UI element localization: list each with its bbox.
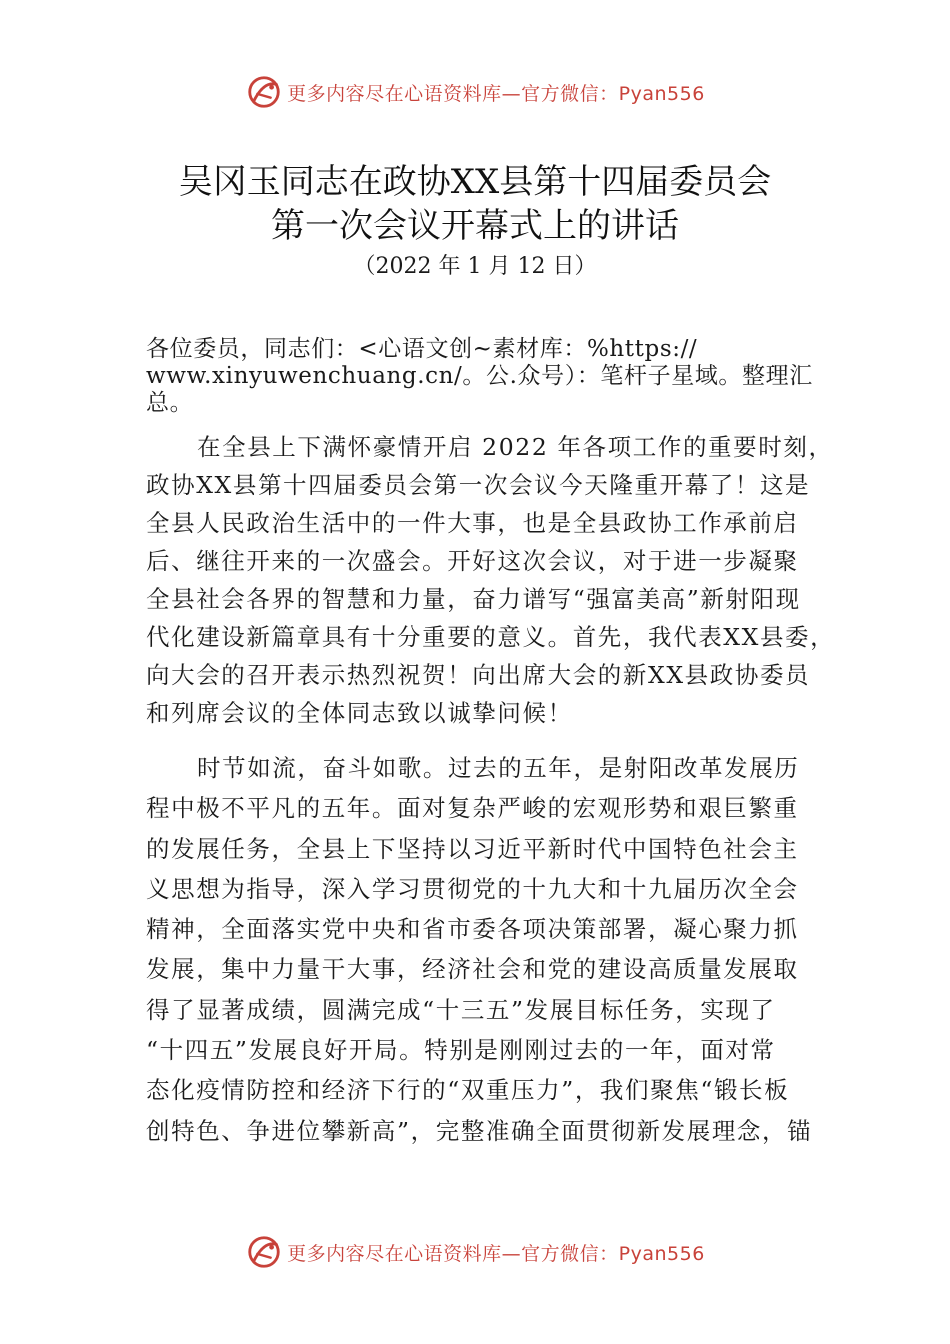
paragraph-line: 在全县上下满怀豪情开启 2022 年各项工作的重要时刻， (197, 433, 834, 461)
salutation (146, 336, 826, 417)
paragraph-line: 后、继往开来的一次盛会。开好这次会议，对于进一步凝聚 (146, 547, 799, 575)
paragraph-line: 程中极不平凡的五年。面对复杂严峻的宏观形势和艰巨繁重 (146, 794, 799, 823)
paragraph-line: 发展，集中力量干大事，经济社会和党的建设高质量发展取 (146, 955, 799, 984)
paragraph-line: 的发展任务，全县上下坚持以习近平新时代中国特色社会主 (146, 834, 799, 863)
paragraph-line: “十四五”发展良好开局。特别是刚刚过去的一年，面对常 (146, 1036, 776, 1065)
document-title-line2: 第一次会议开幕式上的讲话 (271, 206, 679, 246)
paragraph-line: 向大会的召开表示热烈祝贺！向出席大会的新XX县政协委员 (146, 661, 811, 689)
paragraph-line: 时节如流，奋斗如歌。过去的五年，是射阳改革发展历 (197, 754, 800, 782)
paragraph-2 (146, 748, 826, 1151)
paragraph-line: 得了显著成绩，圆满完成“十三五”发展目标任务，实现了 (146, 995, 776, 1024)
paragraph-line: 义思想为指导，深入学习贯彻党的十九大和十九届历次全会 (146, 874, 799, 903)
footer-banner (0, 1230, 950, 1274)
paragraph-line: 全县社会各界的智慧和力量，奋力谱写“强富美高”新射阳现 (146, 585, 801, 613)
salutation-line: www.xinyuwenchuang.cn/。公.众号）：笔杆子星域。整理汇 (146, 363, 813, 389)
seal-logo-icon (245, 1233, 283, 1271)
paragraph-line: 和列席会议的全体同志致以诚挚问候！ (146, 699, 573, 727)
paragraph-line: 创特色、争进位攀新高”，完整准确全面贯彻新发展理念，锚 (146, 1116, 813, 1145)
seal-logo-icon (245, 73, 283, 111)
paragraph-1 (146, 428, 836, 732)
paragraph-line: 代化建设新篇章具有十分重要的意义。首先，我代表XX县委， (146, 623, 836, 651)
salutation-line: 各位委员，同志们：<心语文创~素材库：%https:// (146, 336, 698, 362)
document-title-line1: 吴冈玉同志在政协XX县第十四届委员会 (178, 162, 772, 202)
banner-text: 更多内容尽在心语资料库—官方微信：Pyan556 (287, 82, 705, 105)
paragraph-line: 政协XX县第十四届委员会第一次会议今天隆重开幕了！这是 (146, 471, 811, 499)
header-banner (0, 70, 950, 114)
banner-text: 更多内容尽在心语资料库—官方微信：Pyan556 (287, 1242, 705, 1265)
salutation-line: 总。 (146, 390, 194, 416)
paragraph-line: 全县人民政治生活中的一件大事，也是全县政协工作承前启 (146, 509, 799, 537)
document-date: （2022 年 1 月 12 日） (353, 254, 597, 279)
paragraph-line: 精神，全面落实党中央和省市委各项决策部署，凝心聚力抓 (146, 915, 799, 944)
paragraph-line: 态化疫情防控和经济下行的“双重压力”，我们聚焦“锻长板 (146, 1076, 790, 1105)
